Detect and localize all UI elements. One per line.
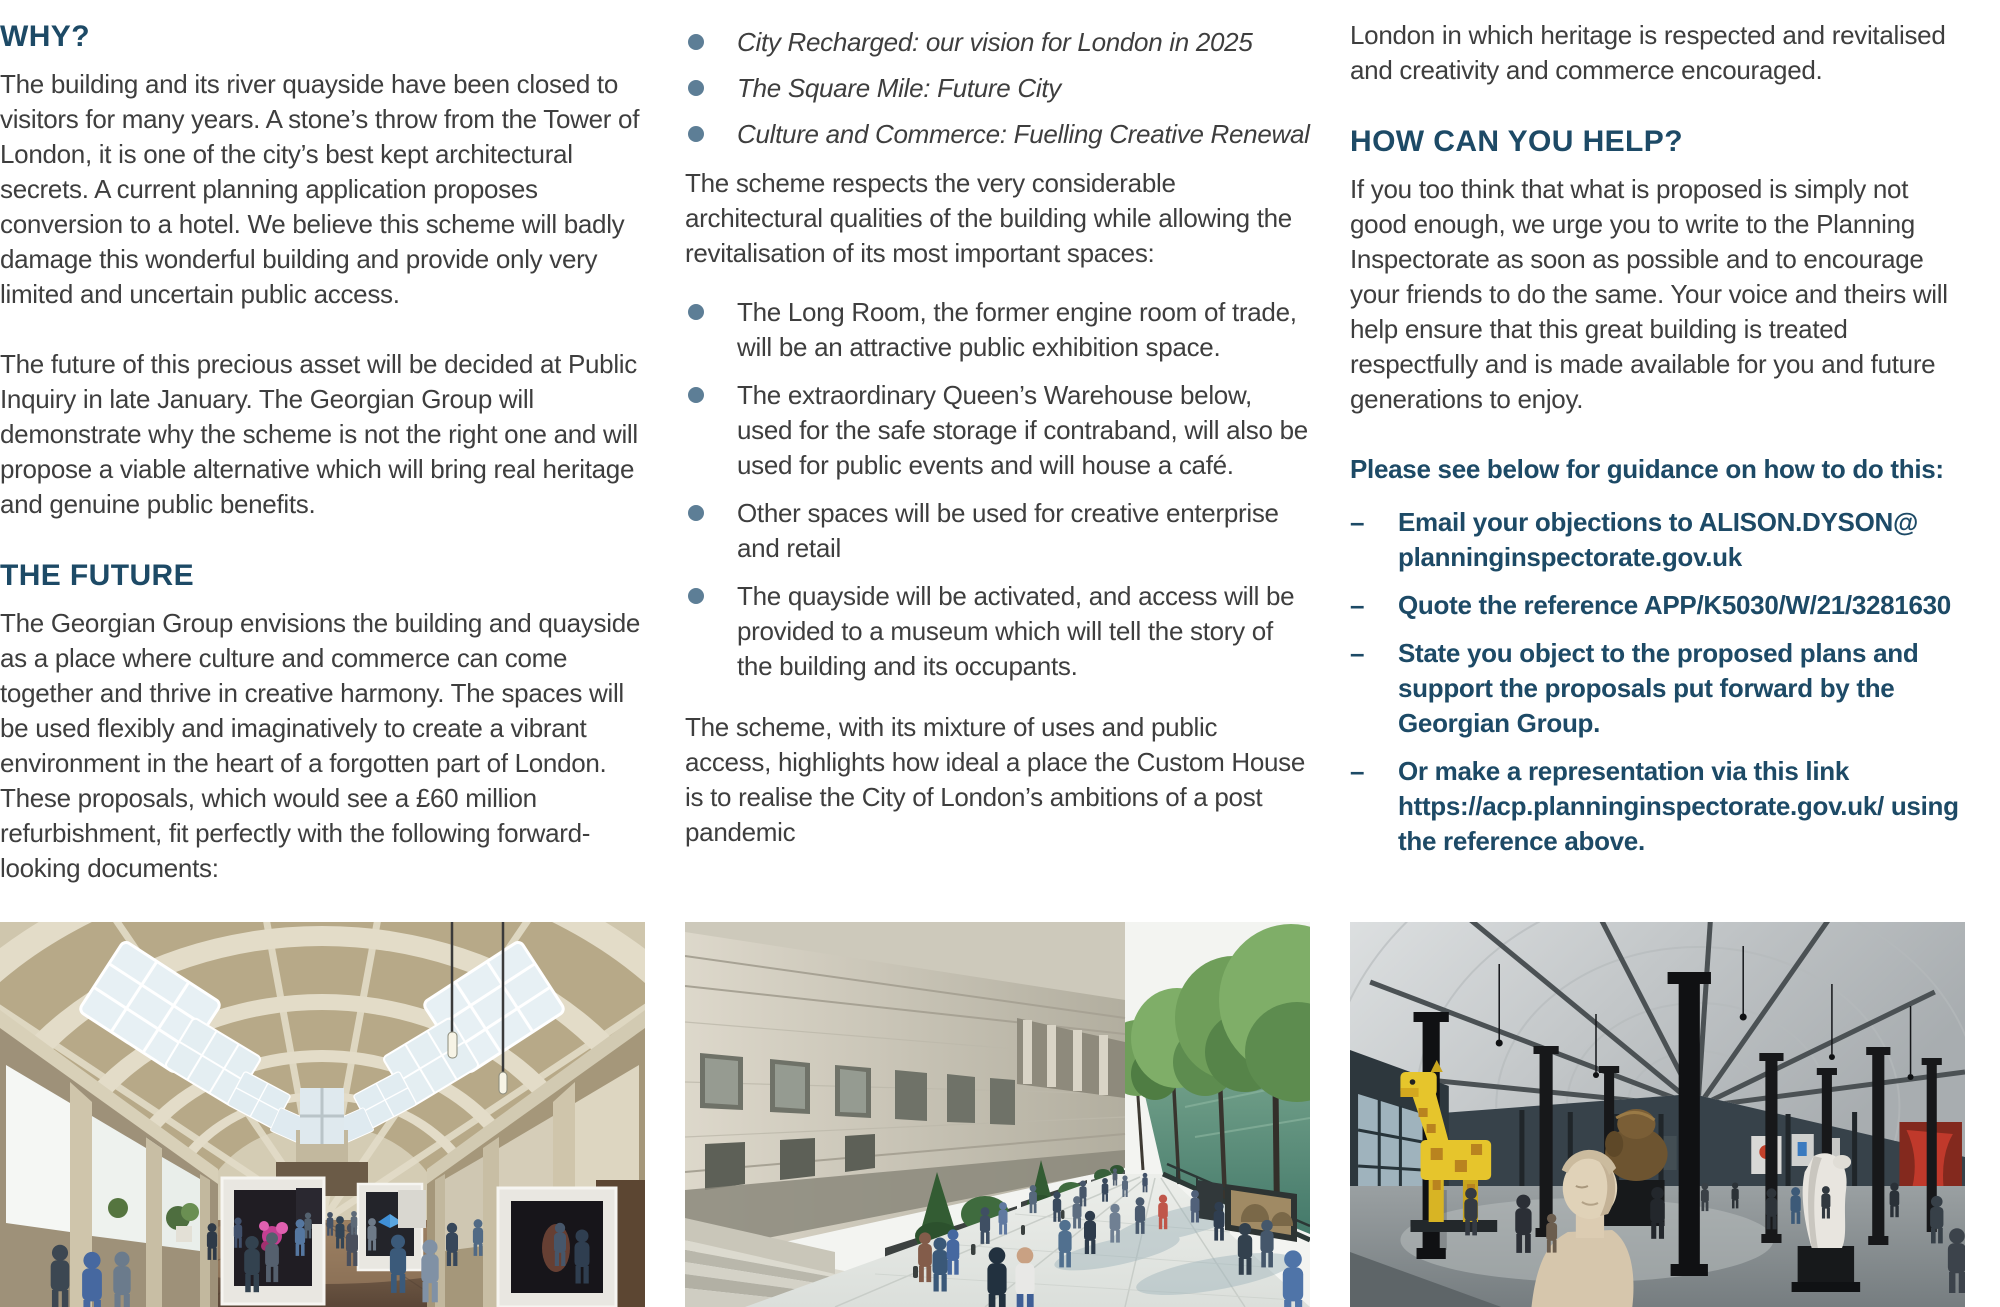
paragraph-help: If you too think that what is proposed is simply not good enough, we urge you to write to the Planning Inspectorate as soon as possible and to encourage your friends to do the same. Your voice and theirs will help ensure that this great building is treated respectfully and is made available for you and future generations to enjoy. (1350, 174, 1948, 414)
dash-icon: – (1350, 756, 1365, 786)
column-help (1350, 18, 1965, 921)
list-item (685, 25, 1310, 60)
dash-icon: – (1350, 507, 1365, 537)
bullet-icon (688, 505, 704, 521)
list-item (685, 579, 1310, 684)
long-room-exhibition-render (0, 922, 645, 1307)
paragraph-scheme-respects: The scheme respects the very considerable architectural qualities of the building while allowing the revitalisation of its most important spaces: (685, 168, 1292, 268)
heading-how-can-you-help: HOW CAN YOU HELP? (1350, 125, 1683, 158)
list-item-label: The extraordinary Queen’s Warehouse below, used for the safe storage if contraband, will also be used for public events and will house a café. (737, 380, 1308, 480)
paragraph-scheme-closing: The scheme, with its mixture of uses and public access, highlights how ideal a place the Custom House is to realise the City of London’s ambitions of a post pandemic (685, 712, 1306, 847)
list-item (685, 117, 1310, 152)
heading-why: WHY? (0, 20, 90, 53)
paragraph-why-2: The future of this precious asset will be decided at Public Inquiry in late January. The Georgian Group will demonstrate why the scheme is not the right one and will propose a viable alternative which will bring real heritage and genuine public benefits. (0, 349, 638, 519)
guidance-item-label: Quote the reference APP/K5030/W/21/3281630 (1398, 590, 1951, 620)
heading-the-future: THE FUTURE (0, 559, 194, 592)
dash-icon: – (1350, 590, 1365, 620)
long-room-illustration (0, 922, 645, 1307)
render-image-row (0, 922, 2000, 1307)
list-item (685, 295, 1310, 365)
queens-warehouse-illustration (1350, 922, 1965, 1307)
list-item-label: The Square Mile: Future City (737, 73, 1061, 103)
list-item-label: City Recharged: our vision for London in 2025 (737, 27, 1253, 57)
bullet-icon (688, 304, 704, 320)
list-item-label: The Long Room, the former engine room of trade, will be an attractive public exhibition space. (737, 297, 1297, 362)
guidance-item-label: State you object to the proposed plans and support the proposals put forward by the Georgian Group. (1398, 638, 1919, 738)
guidance-item-reference (1350, 588, 1965, 623)
guidance-item-label: Email your objections to ALISON.DYSON@ planninginspectorate.gov.uk (1398, 507, 1919, 572)
quayside-illustration (685, 922, 1310, 1307)
bullet-icon (688, 126, 704, 142)
column-scheme (685, 18, 1310, 921)
bullet-icon (688, 387, 704, 403)
paragraph-why-1: The building and its river quayside have been closed to visitors for many years. A stone’s throw from the Tower of London, it is one of the city’s best kept architectural secrets. A current planning application proposes conversion to a hotel. We believe this scheme will badly damage this wonderful building and provide only very limited and uncertain public access. (0, 69, 640, 309)
bullet-icon (688, 588, 704, 604)
list-item-label: The quayside will be activated, and access will be provided to a museum which will tell the story of the building and its occupants. (737, 581, 1295, 681)
list-item (685, 71, 1310, 106)
policy-document-list (685, 25, 1310, 152)
list-item (685, 496, 1310, 566)
guidance-item-object (1350, 636, 1965, 741)
dash-icon: – (1350, 638, 1365, 668)
list-item-label: Culture and Commerce: Fuelling Creative Renewal (737, 119, 1310, 149)
quayside-riverside-walk-render (685, 922, 1310, 1307)
guidance-intro: Please see below for guidance on how to do this: (1350, 454, 1944, 484)
queens-warehouse-gallery-render (1350, 922, 1965, 1307)
bullet-icon (688, 34, 704, 50)
guidance-item-email (1350, 505, 1965, 575)
paragraph-continuation: London in which heritage is respected and revitalised and creativity and commerce encouraged. (1350, 20, 1946, 85)
guidance-item-link (1350, 754, 1965, 859)
list-item-label: Other spaces will be used for creative enterprise and retail (737, 498, 1279, 563)
guidance-list (1350, 505, 1965, 859)
column-why (0, 18, 645, 921)
paragraph-future: The Georgian Group envisions the building and quayside as a place where culture and commerce can come together and thrive in creative harmony. The spaces will be used flexibly and imaginatively to create a vibrant environment in the heart of a forgotten part of London. These proposals, which would see a £60 million refurbishment, fit perfectly with the following forward-looking documents: (0, 608, 641, 883)
guidance-item-label: Or make a representation via this link https://acp.planninginspectorate.gov.uk/ using the reference above. (1398, 756, 1959, 856)
scheme-feature-list (685, 295, 1310, 684)
bullet-icon (688, 80, 704, 96)
list-item (685, 378, 1310, 483)
